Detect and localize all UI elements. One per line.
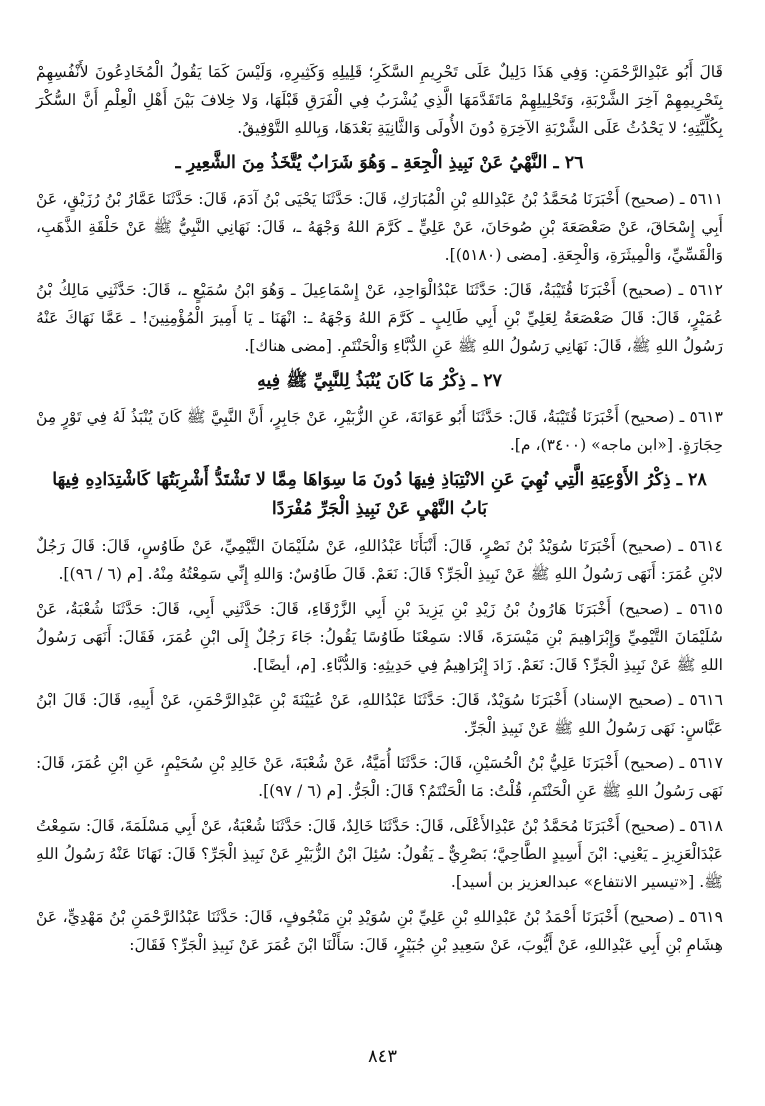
hadith-5611: ٥٦١١ ـ (صحيح) أَخْبَرَنَا مُحَمَّدُ بْنُ عَبْدِاللهِ بْنِ الْمُبَارَكِ، قَالَ: حَدَّثَنَا يَحْيَى بْنُ آدَمَ، قَالَ: حَدَّثَنَا عَمَّارُ بْنُ رُزَيْقٍ، عَنْ أَبِي إِسْحَاقَ، عَنْ صَعْصَعَةَ بْنِ صُوحَانَ، عَنْ عَلِيٍّ ـ كَرَّمَ اللهُ وَجْهَهُ ـ، قَالَ: نَهَانِي النَّبِيُّ ﷺ عَنْ حَلْقَةِ الذَّهَبِ، وَالْقَسِّيِّ، وَالْمِيثَرَةِ، وَالْجِعَةِ. [مضى (٥١٨٠)]. bbox=[36, 190, 723, 264]
hadith-5618: ٥٦١٨ ـ (صحيح) أَخْبَرَنَا مُحَمَّدُ بْنُ عَبْدِالأَعْلَى، قَالَ: حَدَّثَنَا خَالِدٌ، قَالَ: حَدَّثَنَا شُعْبَةُ، عَنْ أَبِي مَسْلَمَةَ، قَالَ: سَمِعْتُ عَبْدَالْعَزِيزِ ـ يَعْنِي: ابْنَ أَسِيدٍ الطَّاحِيَّ؛ بَصْرِيٌّ ـ يَقُولُ: سُئِلَ ابْنُ الزُّبَيْرِ عَنْ نَبِيذِ الْجَرِّ؟ قَالَ: نَهَانَا عَنْهُ رَسُولُ اللهِ ﷺ. [«تيسير الانتفاع» عبدالعزيز بن أسيد]. bbox=[36, 817, 723, 891]
chapter-heading-26: ٢٦ ـ النَّهْيُ عَنْ نَبِيذِ الْجِعَةِ ـ وَهُوَ شَرَابٌ يُتَّخَذُ مِنَ الشَّعِيرِ ـ bbox=[175, 153, 584, 173]
chapter-heading-27: ٢٧ ـ ذِكْرُ مَا كَانَ يُنْبَذُ لِلنَّبِيِّ ﷺ فِيهِ bbox=[257, 371, 502, 391]
page-number: ٨٤٣ bbox=[367, 1046, 397, 1067]
hadith-5614: ٥٦١٤ ـ (صحيح) أَخْبَرَنَا سُوَيْدُ بْنُ نَصْرٍ، قَالَ: أَنْبَأَنَا عَبْدُاللهِ، عَنْ سُلَيْمَانَ التَّيْمِيِّ، عَنْ طَاوُسٍ، قَالَ: قَالَ رَجُلٌ لابْنِ عُمَرَ: أَنَهَى رَسُولُ اللهِ ﷺ عَنْ نَبِيذِ الْجَرِّ؟ قَالَ: نَعَمْ. قَالَ طَاوُسٌ: وَاللهِ إِنِّي سَمِعْتُهُ مِنْهُ. [م (٦ / ٩٦)]. bbox=[36, 537, 723, 583]
hadith-5619: ٥٦١٩ ـ (صحيح) أَخْبَرَنَا أَحْمَدُ بْنُ عَبْدِاللهِ بْنِ عَلِيِّ بْنِ سُوَيْدِ بْنِ مَنْجُوفٍ، قَالَ: حَدَّثَنَا عَبْدُالرَّحْمَنِ بْنُ مَهْدِيٍّ، عَنْ هِشَامِ بْنِ أَبِي عَبْدِاللهِ، عَنْ أَيُّوبَ، عَنْ سَعِيدِ بْنِ جُبَيْرٍ، قَالَ: سَأَلْنَا ابْنَ عُمَرَ عَنْ نَبِيذِ الْجَرِّ؟ فَقَالَ: bbox=[36, 908, 723, 954]
hadith-5616: ٥٦١٦ ـ (صحيح الإسناد) أَخْبَرَنَا سُوَيْدٌ، قَالَ: حَدَّثَنَا عَبْدُاللهِ، عَنْ عُيَيْنَةَ بْنِ عَبْدِالرَّحْمَنِ، عَنْ أَبِيهِ، قَالَ: قَالَ ابْنُ عَبَّاسٍ: نَهَى رَسُولُ اللهِ ﷺ عَنْ نَبِيذِ الْجَرِّ. bbox=[36, 691, 723, 737]
hadith-5612: ٥٦١٢ ـ (صحيح) أَخْبَرَنَا قُتَيْبَةُ، قَالَ: حَدَّثَنَا عَبْدُالْوَاحِدِ، عَنْ إِسْمَاعِيلَ ـ وَهُوَ ابْنُ سُمَيْعٍ ـ، قَالَ: حَدَّثَنِي مَالِكُ بْنُ عُمَيْرٍ، قَالَ: قَالَ صَعْصَعَةُ لِعَلِيِّ بْنِ أَبِي طَالِبٍ ـ كَرَّمَ اللهُ وَجْهَهُ ـ: انْهَنَا ـ يَا أَمِيرَ الْمُؤْمِنِينَ! ـ عَمَّا نَهَاكَ عَنْهُ رَسُولُ اللهِ ﷺ، قَالَ: نَهَانِي رَسُولُ اللهِ ﷺ عَنِ الدُّبَّاءِ وَالْحَنْتَمِ. [مضى هناك]. bbox=[36, 281, 723, 355]
hadith-5613: ٥٦١٣ ـ (صحيح) أَخْبَرَنَا قُتَيْبَةُ، قَالَ: حَدَّثَنَا أَبُو عَوَانَةَ، عَنِ الزُّبَيْرِ، عَنْ جَابِرٍ، أَنَّ النَّبِيَّ ﷺ كَانَ يُنْبَذُ لَهُ فِي تَوْرٍ مِنْ حِجَارَةٍ. [«ابن ماجه» (٣٤٠٠)، م]. bbox=[36, 408, 723, 454]
hadith-5615: ٥٦١٥ ـ (صحيح) أَخْبَرَنَا هَارُونُ بْنُ زَيْدِ بْنِ يَزِيدَ بْنِ أَبِي الزَّرْقَاءِ، قَالَ: حَدَّثَنِي أَبِي، قَالَ: حَدَّثَنَا شُعْبَةُ، عَنْ سُلَيْمَانَ التَّيْمِيِّ وَإِبْرَاهِيمَ بْنِ مَيْسَرَةَ، قَالا: سَمِعْنَا طَاوُسًا يَقُولُ: جَاءَ رَجُلٌ إِلَى ابْنِ عُمَرَ، فَقَالَ: أَنَهَى رَسُولُ اللهِ ﷺ عَنْ نَبِيذِ الْجَرِّ؟ قَالَ: نَعَمْ. زَادَ إِبْرَاهِيمُ فِي حَدِيثِهِ: وَالدُّبَّاءِ. [م، أيضًا]. bbox=[36, 600, 723, 674]
page-body bbox=[36, 58, 723, 959]
intro-paragraph: قَالَ أَبُو عَبْدِالرَّحْمَنِ: وَفِي هَذَا دَلِيلٌ عَلَى تَحْرِيمِ السَّكَرِ؛ قَلِيلِهِ وَكَثِيرِهِ، وَلَيْسَ كَمَا يَقُولُ الْمُخَادِعُونَ لأَنْفُسِهِمْ بِتَحْرِيمِهِمْ آخِرَ الشَّرْبَةِ، وَتَحْلِيلِهِمْ مَاتَقَدَّمَهَا الَّذِي يُشْرَبُ فِي الْفَرَقِ قَبْلَهَا، وَلا خِلافَ بَيْنَ أَهْلِ الْعِلْمِ أَنَّ السُّكْرَ بِكُلِّيَّتِهِ؛ لا يَحْدُثُ عَلَى الشَّرْبَةِ الآخِرَةِ دُونَ الأُولَى وَالثَّانِيَةِ بَعْدَهَا، وَبِاللهِ التَّوْفِيقُ. bbox=[36, 63, 723, 137]
chapter-heading-28: ٢٨ ـ ذِكْرُ الأَوْعِيَةِ الَّتِي نُهِيَ عَنِ الانْتِبَاذِ فِيهَا دُونَ مَا سِوَاهَا مِمَّا لا تَشْتَدُّ أَشْرِبَتُهَا كَاشْتِدَادِهِ فِيهَا بَابُ النَّهْيِ عَنْ نَبِيذِ الْجَرِّ مُفْرَدًا bbox=[52, 470, 707, 519]
hadith-5617: ٥٦١٧ ـ (صحيح) أَخْبَرَنَا عَلِيُّ بْنُ الْحُسَيْنِ، قَالَ: حَدَّثَنَا أُمَيَّةُ، عَنْ شُعْبَةَ، عَنْ خَالِدِ بْنِ سُحَيْمٍ، عَنِ ابْنِ عُمَرَ، قَالَ: نَهَى رَسُولُ اللهِ ﷺ عَنِ الْحَنْتَمِ، قُلْتُ: مَا الْحَنْتَمُ؟ قَالَ: الْجَرُّ. [م (٦ / ٩٧)]. bbox=[36, 754, 723, 800]
